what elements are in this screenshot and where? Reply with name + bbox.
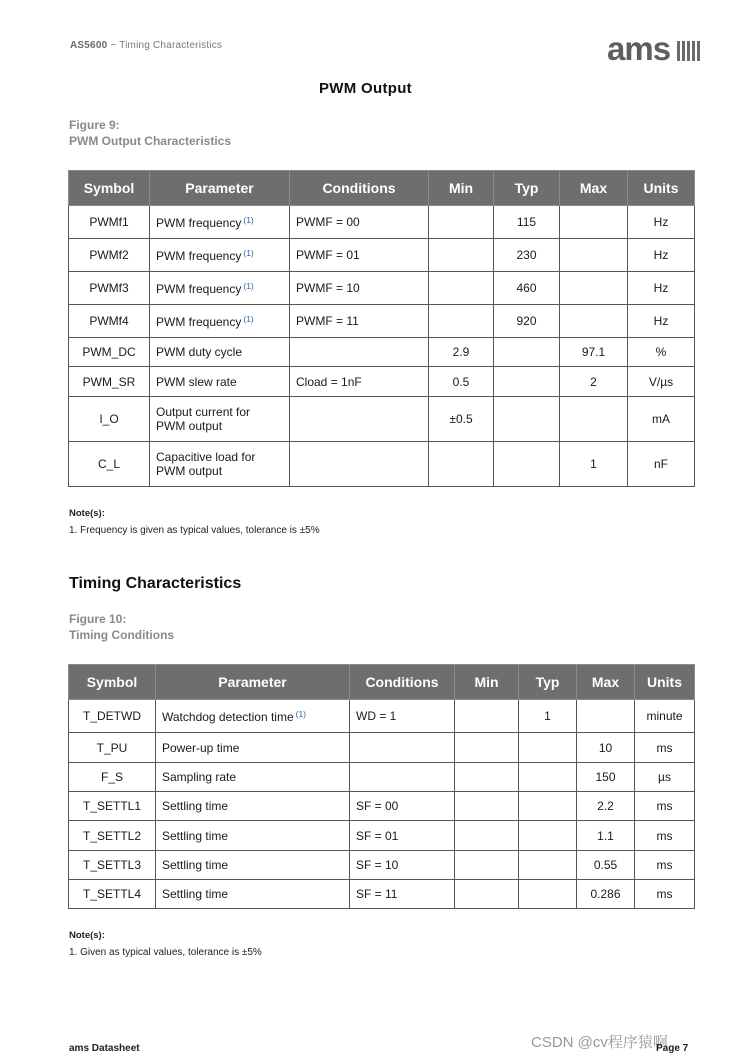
column-header: Typ (519, 665, 577, 700)
parameter-text: PWM duty cycle (156, 345, 243, 359)
footer-doc-name: ams Datasheet (69, 1043, 140, 1054)
min-cell (455, 700, 519, 733)
min-cell (455, 821, 519, 851)
units-cell: mA (628, 397, 695, 442)
table-row (69, 305, 695, 338)
header-product: AS5600 (70, 40, 108, 51)
symbol-cell: PWM_DC (69, 338, 150, 367)
conditions-cell (290, 442, 429, 487)
table-row (69, 397, 695, 442)
symbol-cell: PWM_SR (69, 367, 150, 397)
max-cell: 150 (577, 763, 635, 792)
parameter-text-line2: PWM output (156, 464, 223, 478)
pwm-output-table (68, 170, 695, 487)
typ-cell (519, 763, 577, 792)
column-header: Parameter (156, 665, 350, 700)
page-header (70, 40, 222, 51)
watermark: CSDN @cv程序猿啊 (531, 1034, 668, 1051)
parameter-cell (150, 397, 290, 442)
parameter-text: PWM slew rate (156, 374, 237, 389)
notes-1-item: 1. Frequency is given as typical values, tolerance is ±5% (69, 525, 320, 536)
symbol-cell: C_L (69, 442, 150, 487)
conditions-cell (290, 397, 429, 442)
parameter-cell (156, 733, 350, 763)
conditions-cell: PWMF = 10 (290, 272, 429, 305)
parameter-text: Output current for (156, 405, 251, 419)
max-cell (560, 397, 628, 442)
column-header: Units (635, 665, 695, 700)
parameter-cell (156, 700, 350, 733)
typ-cell: 115 (494, 206, 560, 239)
typ-cell (494, 397, 560, 442)
parameter-text: Power-up time (162, 740, 240, 755)
units-cell: ms (635, 821, 695, 851)
parameter-text: Settling time (162, 858, 229, 872)
typ-cell: 230 (494, 239, 560, 272)
column-header: Conditions (290, 171, 429, 206)
typ-cell (494, 367, 560, 397)
table-row (69, 442, 695, 487)
footer-page-number: Page 7 (656, 1043, 689, 1054)
column-header: Min (429, 171, 494, 206)
parameter-text: PWM frequency (156, 215, 242, 230)
conditions-cell: WD = 1 (350, 700, 455, 733)
max-cell: 1 (560, 442, 628, 487)
header-section: Timing Characteristics (119, 40, 223, 51)
max-cell (560, 206, 628, 239)
parameter-text: Capacitive load for (156, 450, 256, 464)
footnote-ref: (1) (243, 247, 254, 258)
section-title: Timing Characteristics (69, 575, 242, 592)
table-row (69, 763, 695, 792)
parameter-text: PWM frequency (156, 314, 242, 329)
max-cell (560, 239, 628, 272)
ams-logo (607, 31, 701, 63)
parameter-cell (150, 442, 290, 487)
timing-conditions-table (68, 664, 695, 909)
units-cell: % (628, 338, 695, 367)
min-cell (429, 305, 494, 338)
units-cell: ms (635, 851, 695, 880)
parameter-cell (156, 851, 350, 880)
header-separator: − (110, 40, 117, 51)
symbol-cell: PWMf4 (69, 305, 150, 338)
units-cell: nF (628, 442, 695, 487)
column-header: Max (577, 665, 635, 700)
units-cell: V/µs (628, 367, 695, 397)
table-row (69, 851, 695, 880)
min-cell (429, 272, 494, 305)
table-row (69, 733, 695, 763)
parameter-cell (156, 880, 350, 909)
table-row (69, 821, 695, 851)
max-cell: 1.1 (577, 821, 635, 851)
min-cell: ±0.5 (429, 397, 494, 442)
parameter-cell (156, 763, 350, 792)
symbol-cell: PWMf1 (69, 206, 150, 239)
units-cell: µs (635, 763, 695, 792)
conditions-cell (350, 733, 455, 763)
units-cell: minute (635, 700, 695, 733)
footnote-ref: (1) (243, 214, 254, 225)
parameter-cell (150, 239, 290, 272)
notes-2 (69, 927, 262, 961)
min-cell (455, 851, 519, 880)
typ-cell (519, 733, 577, 763)
max-cell: 0.55 (577, 851, 635, 880)
max-cell (560, 305, 628, 338)
conditions-cell: Cload = 1nF (290, 367, 429, 397)
parameter-text: Settling time (162, 828, 229, 843)
min-cell: 2.9 (429, 338, 494, 367)
symbol-cell: PWMf2 (69, 239, 150, 272)
parameter-text: PWM frequency (156, 281, 242, 296)
notes-1 (69, 505, 320, 539)
notes-1-heading: Note(s): (69, 508, 105, 519)
max-cell (577, 700, 635, 733)
parameter-cell (150, 305, 290, 338)
typ-cell (494, 338, 560, 367)
max-cell: 10 (577, 733, 635, 763)
conditions-cell: PWMF = 11 (290, 305, 429, 338)
max-cell: 0.286 (577, 880, 635, 909)
parameter-cell (150, 338, 290, 367)
units-cell: ms (635, 880, 695, 909)
min-cell (455, 763, 519, 792)
max-cell: 2.2 (577, 792, 635, 821)
min-cell (455, 733, 519, 763)
typ-cell (519, 792, 577, 821)
symbol-cell: PWMf3 (69, 272, 150, 305)
min-cell (455, 880, 519, 909)
units-cell: Hz (628, 305, 695, 338)
table-row (69, 239, 695, 272)
column-header: Typ (494, 171, 560, 206)
max-cell (560, 272, 628, 305)
column-header: Units (628, 171, 695, 206)
parameter-text-line2: PWM output (156, 419, 223, 433)
units-cell: ms (635, 733, 695, 763)
footnote-ref: (1) (243, 280, 254, 291)
column-header: Parameter (150, 171, 290, 206)
min-cell (455, 792, 519, 821)
parameter-cell (156, 821, 350, 851)
footnote-ref: (1) (295, 708, 307, 719)
max-cell: 97.1 (560, 338, 628, 367)
typ-cell: 920 (494, 305, 560, 338)
conditions-cell: PWMF = 00 (290, 206, 429, 239)
symbol-cell: T_SETTL3 (69, 851, 156, 880)
table-row (69, 367, 695, 397)
conditions-cell: PWMF = 01 (290, 239, 429, 272)
notes-2-item: 1. Given as typical values, tolerance is ±5% (69, 947, 262, 958)
units-cell: Hz (628, 206, 695, 239)
units-cell: Hz (628, 272, 695, 305)
parameter-text: Sampling rate (162, 770, 237, 784)
parameter-text: Watchdog detection time (162, 709, 294, 724)
figure-10-caption (69, 611, 174, 643)
min-cell (429, 239, 494, 272)
typ-cell: 1 (519, 700, 577, 733)
symbol-cell: I_O (69, 397, 150, 442)
figure-10-title: Timing Conditions (69, 628, 175, 642)
symbol-cell: T_SETTL1 (69, 792, 156, 821)
units-cell: ms (635, 792, 695, 821)
figure-9-label: Figure 9: (69, 118, 120, 132)
page-title: PWM Output (319, 80, 412, 97)
max-cell: 2 (560, 367, 628, 397)
table-row (69, 272, 695, 305)
conditions-cell (350, 763, 455, 792)
symbol-cell: T_SETTL2 (69, 821, 156, 851)
table-row (69, 792, 695, 821)
units-cell: Hz (628, 239, 695, 272)
parameter-cell (156, 792, 350, 821)
table-row (69, 338, 695, 367)
conditions-cell: SF = 00 (350, 792, 455, 821)
conditions-cell: SF = 01 (350, 821, 455, 851)
min-cell (429, 442, 494, 487)
figure-10-label: Figure 10: (69, 612, 127, 626)
column-header: Conditions (350, 665, 455, 700)
column-header: Min (455, 665, 519, 700)
typ-cell (519, 821, 577, 851)
figure-9-caption (69, 117, 231, 149)
symbol-cell: T_DETWD (69, 700, 156, 733)
parameter-text: Settling time (162, 799, 229, 813)
typ-cell (519, 851, 577, 880)
typ-cell (494, 442, 560, 487)
conditions-cell: SF = 10 (350, 851, 455, 880)
column-header: Max (560, 171, 628, 206)
parameter-text: Settling time (162, 887, 229, 901)
column-header: Symbol (69, 171, 150, 206)
parameter-cell (150, 206, 290, 239)
table-row (69, 700, 695, 733)
typ-cell (519, 880, 577, 909)
min-cell: 0.5 (429, 367, 494, 397)
figure-9-title: PWM Output Characteristics (69, 134, 232, 148)
parameter-text: PWM frequency (156, 248, 242, 263)
symbol-cell: F_S (69, 763, 156, 792)
conditions-cell (290, 338, 429, 367)
table-row (69, 880, 695, 909)
column-header: Symbol (69, 665, 156, 700)
notes-2-heading: Note(s): (69, 930, 105, 941)
parameter-cell (150, 367, 290, 397)
conditions-cell: SF = 11 (350, 880, 455, 909)
typ-cell: 460 (494, 272, 560, 305)
symbol-cell: T_SETTL4 (69, 880, 156, 909)
logo-text: ams (607, 31, 671, 63)
footnote-ref: (1) (243, 313, 254, 324)
table-row (69, 206, 695, 239)
parameter-cell (150, 272, 290, 305)
min-cell (429, 206, 494, 239)
symbol-cell: T_PU (69, 733, 156, 763)
